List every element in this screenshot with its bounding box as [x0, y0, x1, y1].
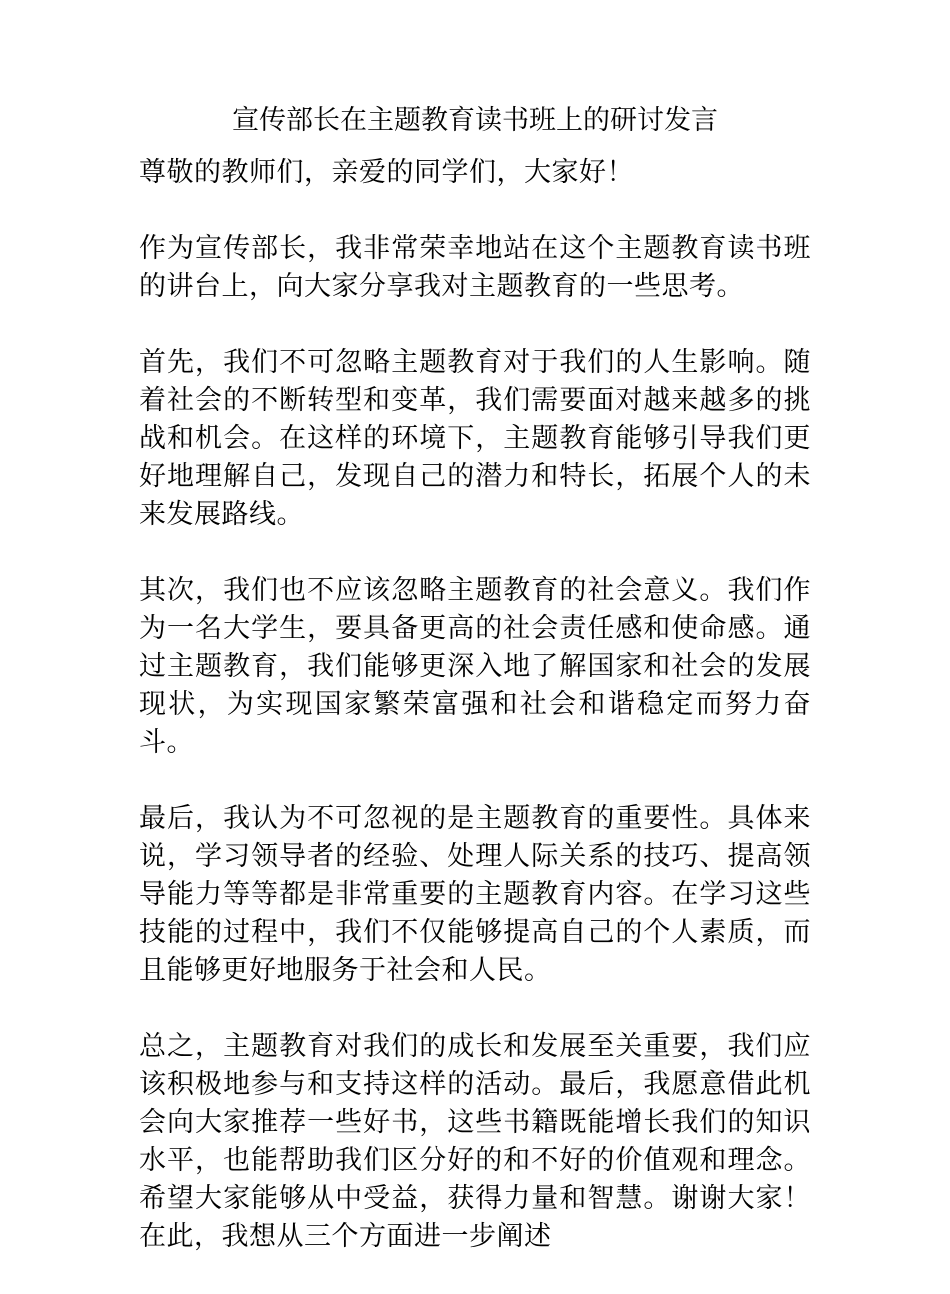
paragraph-second-point: 其次，我们也不应该忽略主题教育的社会意义。我们作为一名大学生，要具备更高的社会责任感和使命感。通过主题教育，我们能够更深入地了解国家和社会的发展现状，为实现国家繁荣富强和社会和谐稳定而努力奋斗。 [139, 575, 811, 758]
document-title: 宣传部长在主题教育读书班上的研讨发言 [232, 105, 718, 136]
paragraph-conclusion: 总之，主题教育对我们的成长和发展至关重要，我们应该积极地参与和支持这样的活动。最后，我愿意借此机会向大家推荐一些好书，这些书籍既能增长我们的知识水平，也能帮助我们区分好的和不好的价值观和理念。希望大家能够从中受益，获得力量和智慧。谢谢大家！在此，我想从三个方面进一步阐述 [139, 1031, 811, 1252]
paragraph-greeting: 尊敬的教师们，亲爱的同学们，大家好！ [139, 157, 634, 188]
paragraph-intro: 作为宣传部长，我非常荣幸地站在这个主题教育读书班的讲台上，向大家分享我对主题教育的一些思考。 [139, 233, 811, 302]
paragraph-first-point: 首先，我们不可忽略主题教育对于我们的人生影响。随着社会的不断转型和变革，我们需要面对越来越多的挑战和机会。在这样的环境下，主题教育能够引导我们更好地理解自己，发现自己的潜力和特长，拓展个人的未来发展路线。 [139, 347, 811, 530]
document-body [139, 154, 811, 1294]
paragraph-third-point: 最后，我认为不可忽视的是主题教育的重要性。具体来说，学习领导者的经验、处理人际关系的技巧、提高领导能力等等都是非常重要的主题教育内容。在学习这些技能的过程中，我们不仅能够提高自己的个人素质，而且能够更好地服务于社会和人民。 [139, 803, 811, 986]
